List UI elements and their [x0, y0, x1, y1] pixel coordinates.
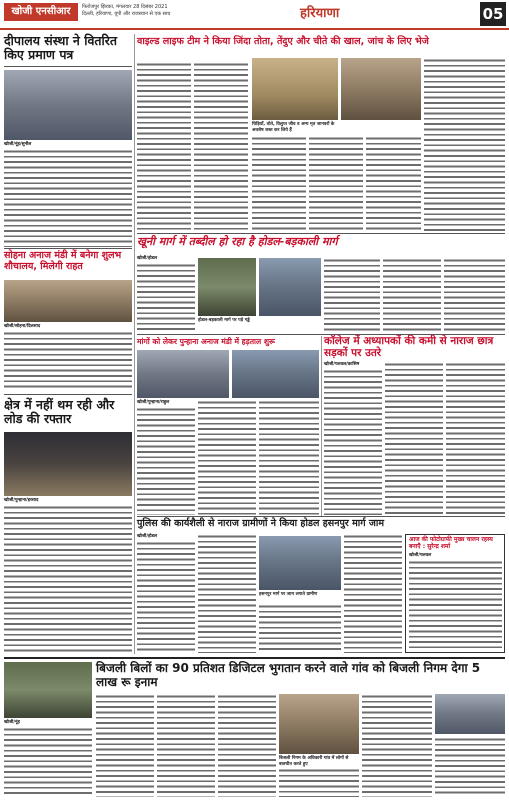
khooni-photo-1 — [198, 258, 256, 316]
deepalay-body — [4, 149, 132, 247]
college-body-col1 — [324, 369, 382, 515]
police-photo-caption: हसनपुर मार्ग पर जाम लगाते ग्रामीण — [259, 592, 318, 597]
police-body-col1 — [137, 541, 195, 653]
divider — [137, 516, 505, 517]
khooni-body-col3 — [383, 258, 441, 331]
hadtal-byline: खोजी/पुन्हाना/राहुल — [137, 400, 197, 406]
bijli-body-col4 — [218, 694, 276, 797]
hadtal-photo-1 — [137, 350, 229, 398]
khooni-body-col1 — [137, 263, 195, 331]
wildlife-body-col3 — [252, 136, 306, 232]
hadtal-body-col1 — [137, 407, 195, 515]
wildlife-body-col2 — [194, 62, 248, 232]
college-body-col3 — [446, 362, 505, 515]
masthead — [0, 0, 509, 30]
wildlife-body-col1 — [137, 62, 191, 232]
police-byline: खोजी/होडल — [137, 534, 197, 540]
police-body-col3 — [259, 604, 341, 653]
wildlife-body-col5 — [366, 136, 421, 232]
wildlife-body-col6 — [424, 58, 505, 232]
khooni-body-col4 — [444, 258, 505, 331]
khooni-body-col2 — [324, 258, 380, 331]
hadtal-photo-2 — [232, 350, 319, 398]
bijli-body-col6 — [362, 694, 432, 797]
khooni-headline: खूनी मार्ग में तब्दील हो रहा है होडल-बड़काली मार्ग — [137, 235, 338, 248]
college-byline: खोजी/पलवल/कासिम — [324, 362, 384, 368]
section-title: हरियाणा — [300, 6, 340, 21]
hadtal-body-col3 — [259, 400, 319, 515]
bijli-body-col7 — [435, 737, 505, 797]
divider — [4, 394, 132, 395]
police-photo — [259, 536, 341, 590]
newspaper-brand: खोजी एनसीआर — [4, 3, 78, 21]
bijli-photo-1 — [4, 662, 92, 718]
divider — [4, 657, 505, 659]
khooni-photo-caption: होडल-बड़काली मार्ग पर पड़े गड्ढे — [198, 318, 250, 323]
column-rule — [134, 34, 135, 654]
bijli-byline: खोजी/नूंह — [4, 720, 64, 726]
police-body-col4 — [344, 534, 402, 653]
page-number: 05 — [480, 2, 506, 26]
bijli-body-col1 — [4, 727, 92, 797]
bijli-body-col2 — [96, 694, 154, 797]
college-body-col2 — [385, 362, 443, 515]
khooni-byline: खोजी/होडल — [137, 256, 197, 262]
pollution-body — [409, 560, 502, 650]
load-body — [4, 505, 132, 653]
bijli-photo-caption: बिजली निगम के अधिकारी गांव में लोगों से बातचीत करते हुए — [279, 756, 349, 767]
dateline-date: फिरोजपुर झिरका, मंगलवार 28 दिसंबर 2021 — [82, 4, 168, 10]
bijli-body-col3 — [157, 694, 215, 797]
bijli-headline: बिजली बिलों का 90 प्रतिशत डिजिटल भुगतान करने वाले गांव को बिजली निगम देगा 5 लाख रू इनाम — [96, 661, 481, 689]
hadtal-headline: मांगों को लेकर पुन्हाना अनाज मंडी में हड़ताल शुरू — [137, 337, 275, 346]
load-headline: क्षेत्र में नहीं थम रही और लोड की रफ्तार — [4, 397, 115, 427]
divider — [137, 233, 505, 234]
wildlife-body-col4 — [309, 136, 363, 232]
load-byline: खोजी/पुन्हाना/इरशाद — [4, 498, 132, 504]
hadtal-body-col2 — [198, 400, 256, 515]
pollution-headline: आज की फोटोग्राफी मुख्य चालन रहस्य बनाएँ : सुरेन्द्र शर्मा — [409, 536, 493, 550]
deepalay-byline: खोजी/नूंह/सुनील — [4, 142, 132, 148]
bijli-photo-3 — [435, 694, 505, 734]
dateline — [82, 4, 171, 18]
divider — [137, 334, 505, 335]
sohna-photo — [4, 280, 132, 322]
wildlife-photo-2 — [341, 58, 421, 120]
deepalay-photo — [4, 70, 132, 140]
khooni-photo-2 — [259, 258, 321, 316]
wildlife-headline: वाइल्ड लाइफ टीम ने किया जिंदा तोता, तेंदुए और चीते की खाल, जांच के लिए भेजे — [137, 36, 429, 47]
police-body-col2 — [198, 534, 256, 653]
column-rule — [321, 336, 322, 516]
dateline-sub: दिल्ली, हरियाणा, यूपी और राजस्थान से एक साथ — [82, 11, 171, 17]
wildlife-photo-1 — [252, 58, 338, 120]
deepalay-headline: दीपालय संस्था ने वितरित किए प्रमाण पत्र — [4, 33, 118, 63]
college-headline: कॉलेज में अध्यापकों की कमी से नाराज छात्र सड़कों पर उतरे — [324, 335, 494, 360]
bijli-photo-2 — [279, 694, 359, 754]
police-headline: पुलिस की कार्यशैली से नाराज ग्रामीणों ने किया होडल हसनपुर मार्ग जाम — [137, 518, 385, 529]
divider — [4, 66, 132, 67]
load-photo — [4, 432, 132, 496]
pollution-byline: खोजी/पलवल — [409, 553, 469, 559]
divider — [4, 248, 132, 249]
sohna-byline: खोजी/सोहना/दिलशाद — [4, 324, 132, 330]
bijli-body-col5 — [279, 768, 359, 797]
wildlife-photo-caption: चिड़ियाँ, तोते, विलुप्त जीव व अन्य मृत जानवरों के अवशेष जब्त कर लिये हैं — [252, 122, 335, 133]
sohna-headline: सोहना अनाज मंडी में बनेगा शुलभ शौचालय, मिलेगी राहत — [4, 250, 122, 272]
sohna-body — [4, 331, 132, 391]
